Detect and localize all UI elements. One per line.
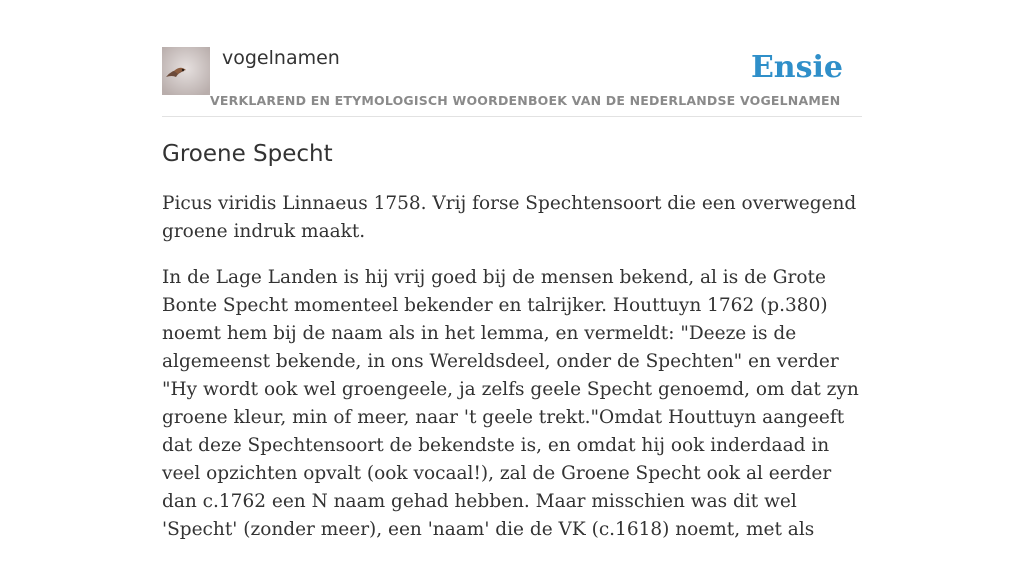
- site-name-link[interactable]: vogelnamen: [222, 47, 340, 69]
- article-title: Groene Specht: [162, 141, 333, 167]
- site-subtitle: VERKLAREND EN ETYMOLOGISCH WOORDENBOEK VAN DE NEDERLANDSE VOGELNAMEN: [210, 93, 841, 108]
- article-paragraph: Picus viridis Linnaeus 1758. Vrij forse Spechtensoort die een overwegend groene indruk maakt.: [162, 193, 857, 242]
- site-header: [162, 0, 862, 117]
- bird-avatar-icon[interactable]: [162, 47, 210, 95]
- article: [162, 138, 864, 562]
- ensie-logo-link[interactable]: Ensie: [750, 50, 843, 85]
- article-paragraph: In de Lage Landen is hij vrij goed bij de mensen bekend, al is de Grote Bonte Specht momenteel bekender en talrijker. Houttuyn 1762 (p.380) noemt hem bij de naam als in het lemma, en vermeldt: "Deeze is de algemeenst bekende, in ons Wereldsdeel, onder de Spechten" en verder "Hy wordt ook wel groengeele, ja zelfs geele Specht genoemd, om dat zyn groene kleur, min of meer, naar 't geele trekt."Omdat Houttuyn aangeeft dat deze Spechtensoort de bekendste is, en omdat hij ook inderdaad in veel opzichten opvalt (ook vocaal!), zal de Groene Specht ook al eerder dan c.1762 een N naam gehad hebben. Maar misschien was dit wel 'Specht' (zonder meer), een 'naam' die de VK (c.1618) noemt, met als: [162, 267, 859, 540]
